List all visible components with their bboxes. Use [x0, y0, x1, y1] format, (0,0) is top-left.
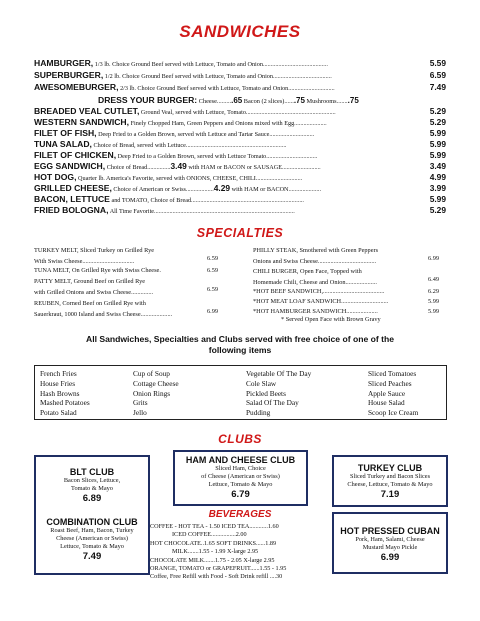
- specialty-line: REUBEN, Corned Beef on Grilled Rye with: [34, 300, 146, 307]
- specialty-price: 6.59: [207, 267, 219, 274]
- specialty-price: 6.59: [207, 286, 219, 293]
- side-item: House Salad: [368, 398, 405, 408]
- specialties-title: SPECIALTIES: [196, 226, 284, 240]
- sandwich-name: HAMBURGER,: [34, 58, 94, 68]
- cuban-price: 6.99: [380, 552, 400, 563]
- specialty-line: PHILLY STEAK, Smothered with Green Peppers: [253, 247, 379, 254]
- sandwich-desc: 2/3 lb. Choice Ground Beef served with Lettuce, Tomato and Onion..............................: [118, 85, 335, 92]
- combination-club-desc-1: Roast Beef, Ham, Bacon, Turkey: [50, 527, 134, 534]
- turkey-club-box: [332, 455, 448, 507]
- sides-box: [34, 365, 447, 420]
- side-item: Pudding: [246, 408, 271, 418]
- served-note: * Served Open Face with Brown Gravy: [281, 316, 381, 323]
- specialty-line: *HOT HAMBURGER SANDWICH....................: [253, 308, 378, 315]
- beverage-line: COFFEE - HOT TEA - 1.50 ICED TEA............1.60: [150, 523, 279, 530]
- side-item: Grits: [133, 398, 148, 408]
- turkey-club-title: TURKEY CLUB: [357, 463, 423, 473]
- beverages-title: BEVERAGES: [208, 509, 272, 520]
- cheese-price: .65: [231, 96, 243, 105]
- beverage-line: HOT CHOCOLATE..1.65 SOFT DRINKS......1.89: [150, 539, 277, 547]
- sandwich-row: [34, 194, 446, 205]
- sandwich-row: [34, 172, 446, 183]
- turkey-club-desc-2: Cheese, Lettuce, Tomato & Mayo: [347, 481, 433, 488]
- side-item: Pickled Beets: [246, 388, 286, 398]
- ham-cheese-club-desc-2: of Cheese (American or Swiss): [201, 473, 280, 480]
- specialty-line: with Grilled Onions and Swiss Cheese..............: [34, 288, 154, 296]
- sandwich-name: FILET OF CHICKEN,: [34, 150, 117, 160]
- side-item: Onion Rings: [133, 388, 171, 398]
- sandwich-desc: Choice of American or Swiss..................: [111, 186, 214, 193]
- ham-cheese-club-desc-3: Lettuce, Tomato & Mayo: [208, 481, 273, 488]
- sandwich-desc: Quarter lb. America's Favorite, served with ONIONS, CHEESE, CHILI..............................: [76, 175, 303, 182]
- beverage-line: MILK.......1.55 - 1.99 X-large 2.95: [172, 548, 259, 556]
- combination-club-price: 7.49: [82, 551, 102, 562]
- sandwich-price: 5.99: [429, 150, 446, 160]
- specialty-line: Onions and Swiss Cheese.....................................: [253, 257, 377, 265]
- specialty-line: PATTY MELT, Ground Beef on Grilled Rye: [34, 278, 146, 285]
- beverage-line: Coffee, Free Refill with Food - Soft Drink refill ....30: [150, 573, 283, 581]
- sandwich-name: BREADED VEAL CUTLET,: [34, 106, 140, 116]
- bacon-label: Bacon (2 slices)......: [242, 98, 294, 105]
- mushrooms-price: .75: [347, 96, 359, 105]
- sandwich-price: 4.99: [429, 172, 446, 182]
- sandwich-base-price: 4.29: [213, 183, 231, 193]
- specialty-price: 6.59: [207, 255, 219, 262]
- side-item: Apple Sauce: [368, 388, 406, 398]
- specialty-price: 6.49: [428, 276, 440, 283]
- sandwich-name: SUPERBURGER,: [34, 70, 104, 80]
- mushrooms-label: Mushrooms.......: [304, 98, 348, 105]
- sandwich-price: 5.99: [429, 139, 446, 149]
- sandwich-desc: 1/2 lb. Choice Ground Beef served with Lettuce, Tomato and Onion......................................: [103, 73, 332, 80]
- sandwich-price: 3.99: [429, 183, 446, 193]
- sides-column: [246, 369, 311, 418]
- side-item: Sliced Peaches: [368, 378, 412, 388]
- specialty-price: 6.99: [207, 308, 219, 315]
- choice-heading: [0, 334, 480, 356]
- blt-club-price: 6.89: [82, 493, 102, 504]
- specialty-price: 5.99: [428, 308, 440, 315]
- ham-cheese-club-title: HAM AND CHEESE CLUB: [185, 455, 296, 465]
- sandwich-desc: 1/3 lb. Choice Ground Beef served with Lettuce, Tomato and Onion..........................................: [93, 61, 328, 68]
- side-item: Sliced Tomatoes: [368, 369, 417, 378]
- sandwich-price: 5.59: [429, 58, 446, 68]
- side-item: Scoop Ice Cream: [368, 408, 419, 418]
- sandwich-price: 5.99: [429, 128, 446, 138]
- side-item: Cottage Cheese: [133, 378, 179, 388]
- sandwich-name: AWESOMEBURGER,: [34, 82, 119, 92]
- sandwich-extra: with HAM or BACON or SAUSAGE.........................: [186, 164, 321, 171]
- sandwich-name: FRIED BOLOGNA,: [34, 205, 109, 215]
- choice-heading-line-1: All Sandwiches, Specialties and Clubs served with free choice of one of the: [85, 334, 395, 344]
- sides-column: [368, 369, 418, 418]
- ham-cheese-club-box: [173, 450, 308, 506]
- combination-club-desc-2: Cheese (American or Swiss): [56, 535, 128, 542]
- sandwich-price: 5.29: [429, 106, 446, 116]
- sandwich-price: 7.49: [429, 82, 446, 92]
- side-item: Salad Of The Day: [246, 398, 299, 408]
- ham-cheese-club-desc-1: Sliced Ham, Choice: [215, 465, 266, 472]
- sandwich-desc: Choice of Bread...............: [105, 164, 171, 171]
- sides-column: [40, 369, 90, 418]
- sandwich-row: [34, 58, 446, 69]
- side-item: Cole Slaw: [246, 378, 277, 388]
- sandwich-desc: Deep Fried to a Golden Brown, served with Lettuce Tomato.................................: [116, 153, 318, 160]
- specialty-line: TURKEY MELT, Sliced Turkey on Grilled Rye: [34, 247, 155, 254]
- side-item: House Fries: [40, 378, 76, 388]
- specialty-line: *HOT MEAT LOAF SANDWICH..............................: [253, 298, 389, 305]
- side-item: Cup of Soup: [133, 369, 170, 378]
- sandwich-base-price: 3.49: [170, 161, 187, 171]
- side-item: Potato Salad: [40, 408, 77, 418]
- side-item: French Fries: [40, 369, 77, 378]
- specialty-price: 5.99: [428, 298, 440, 305]
- dress-burger-label: DRESS YOUR BURGER:: [98, 95, 198, 105]
- sandwich-desc: Ground Veal, served with Lettuce, Tomato..........................................................: [139, 109, 336, 116]
- specialty-line: Sauerkraut, 1000 Island and Swiss Cheese....................: [34, 310, 173, 318]
- side-item: Hash Browns: [40, 388, 80, 398]
- cuban-box: [332, 512, 448, 574]
- combination-club-title: COMBINATION CLUB: [46, 517, 138, 527]
- sandwich-desc: Choice of Bread, served with Lettuce.................................................................: [91, 142, 287, 149]
- ham-cheese-club-price: 6.79: [231, 489, 250, 500]
- blt-club-title: BLT CLUB: [69, 467, 115, 477]
- beverage-line: ORANGE, TOMATO or GRAPEFRUIT......1.55 - 1.95: [150, 565, 287, 572]
- specialty-line: *HOT BEEF SANDWICH,.......................................: [253, 288, 385, 295]
- sandwich-desc: All Time Favorite...........................................................................................: [108, 208, 295, 215]
- blt-club-box: [34, 455, 150, 575]
- sandwich-row: [34, 117, 446, 128]
- dress-burger-row: [98, 95, 359, 107]
- cuban-desc-1: Pork, Ham, Salami, Cheese: [355, 536, 425, 543]
- sandwich-desc: Finely Chopped Ham, Green Peppers and Onions mixed with Egg.....................: [129, 120, 327, 127]
- cuban-desc-2: Mustard Mayo Pickle: [362, 544, 418, 551]
- sandwich-name: GRILLED CHEESE,: [34, 183, 112, 193]
- sandwich-name: BACON, LETTUCE: [34, 194, 110, 204]
- sandwich-name: WESTERN SANDWICH,: [34, 117, 130, 127]
- sandwich-price: 5.29: [429, 205, 446, 215]
- sandwich-row: [34, 150, 446, 161]
- blt-club-desc-1: Bacon Slices, Lettuce,: [63, 477, 121, 484]
- specialty-price: 6.29: [428, 288, 440, 295]
- side-item: Mashed Potatoes: [40, 398, 90, 408]
- sandwich-name: EGG SANDWICH,: [34, 161, 106, 171]
- specialty-price: 6.99: [428, 255, 440, 262]
- cheese-label: Cheese.........: [197, 98, 232, 105]
- combination-club-desc-3: Lettuce, Tomato & Mayo: [60, 543, 124, 550]
- sandwich-price: 3.49: [429, 161, 446, 171]
- clubs-title: CLUBS: [218, 432, 262, 446]
- sandwich-extra: with HAM or BACON.....................: [230, 186, 322, 193]
- sandwiches-title: SANDWICHES: [179, 22, 301, 41]
- specialty-line: TUNA MELT, On Grilled Rye with Swiss Cheese.: [34, 267, 161, 274]
- sandwich-row: [34, 82, 446, 93]
- sides-column: [133, 369, 179, 418]
- sandwich-row: [34, 106, 446, 117]
- sandwich-desc: and TOMATO, Choice of Bread.........................................................................: [109, 197, 304, 204]
- sandwich-row: [34, 139, 446, 150]
- sandwich-row: [34, 205, 446, 216]
- sandwich-price: 5.29: [429, 117, 446, 127]
- sandwich-desc: Deep Fried to a Golden Brown, served with Lettuce and Tartar Sauce.............................: [96, 131, 315, 138]
- side-item: Jello: [133, 408, 147, 418]
- sandwich-row: [34, 128, 446, 139]
- beverage-line: CHOCOLATE MILK.......1.75 - 2.05 X-large 2.95: [150, 556, 275, 564]
- cuban-title: HOT PRESSED CUBAN: [340, 526, 440, 536]
- turkey-club-desc-1: Sliced Turkey and Bacon Slices: [349, 473, 431, 480]
- specialty-line: CHILI BURGER, Open Face, Topped with: [253, 268, 362, 275]
- specialty-line: Homemade Chili, Cheese and Onion....................: [253, 278, 377, 286]
- blt-club-desc-2: Tomato & Mayo: [71, 485, 113, 492]
- specialty-line: With Swiss Cheese.................................: [34, 257, 135, 265]
- sandwich-price: 5.99: [429, 194, 446, 204]
- sandwich-row: [34, 70, 446, 81]
- sandwich-name: FILET OF FISH,: [34, 128, 97, 138]
- beverage-line: ICED COFFEE................2.00: [172, 531, 247, 539]
- sandwich-price: 6.59: [429, 70, 446, 80]
- sandwich-row: [34, 161, 446, 172]
- choice-heading-line-2: following items: [208, 345, 272, 355]
- side-item: Vegetable Of The Day: [246, 369, 312, 378]
- sandwich-name: TUNA SALAD,: [34, 139, 92, 149]
- sandwich-row: [34, 183, 446, 194]
- turkey-club-price: 7.19: [380, 489, 400, 500]
- sandwich-name: HOT DOG,: [34, 172, 77, 182]
- bacon-price: .75: [293, 96, 305, 105]
